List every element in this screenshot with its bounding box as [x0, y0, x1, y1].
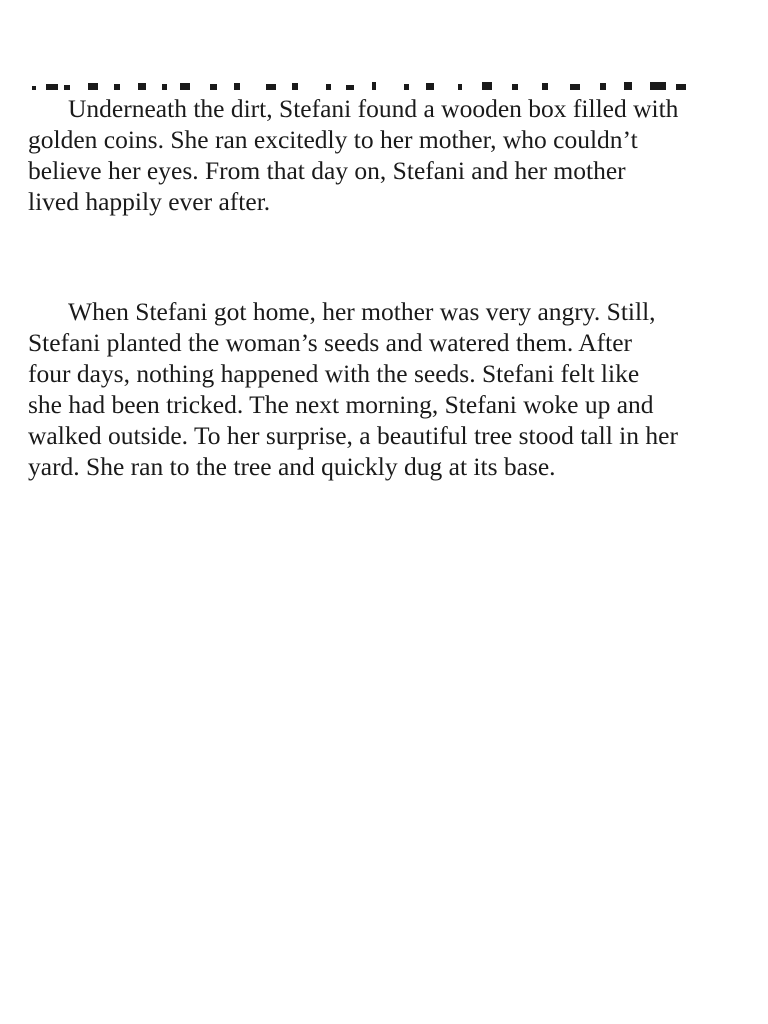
text-line: four days, nothing happened with the seeds. Stefani felt like [28, 359, 640, 388]
text-line: yard. She ran to the tree and quickly dug at its base. [28, 452, 556, 481]
text-line: she had been tricked. The next morning, Stefani woke up and [28, 390, 654, 419]
text-line: golden coins. She ran excitedly to her mother, who couldn’t [28, 125, 638, 154]
text-line: walked outside. To her surprise, a beautiful tree stood tall in her [28, 421, 678, 450]
text-line: believe her eyes. From that day on, Stefani and her mother [28, 156, 626, 185]
cropped-text-fragment [30, 70, 730, 92]
paragraph-planting-seeds [28, 296, 740, 482]
text-line: lived happily ever after. [28, 187, 271, 216]
paragraph-treasure-found [28, 93, 740, 217]
text-line: Stefani planted the woman’s seeds and watered them. After [28, 328, 633, 357]
text-line: Underneath the dirt, Stefani found a wooden box filled with [68, 94, 679, 123]
text-line: When Stefani got home, her mother was very angry. Still, [68, 297, 656, 326]
